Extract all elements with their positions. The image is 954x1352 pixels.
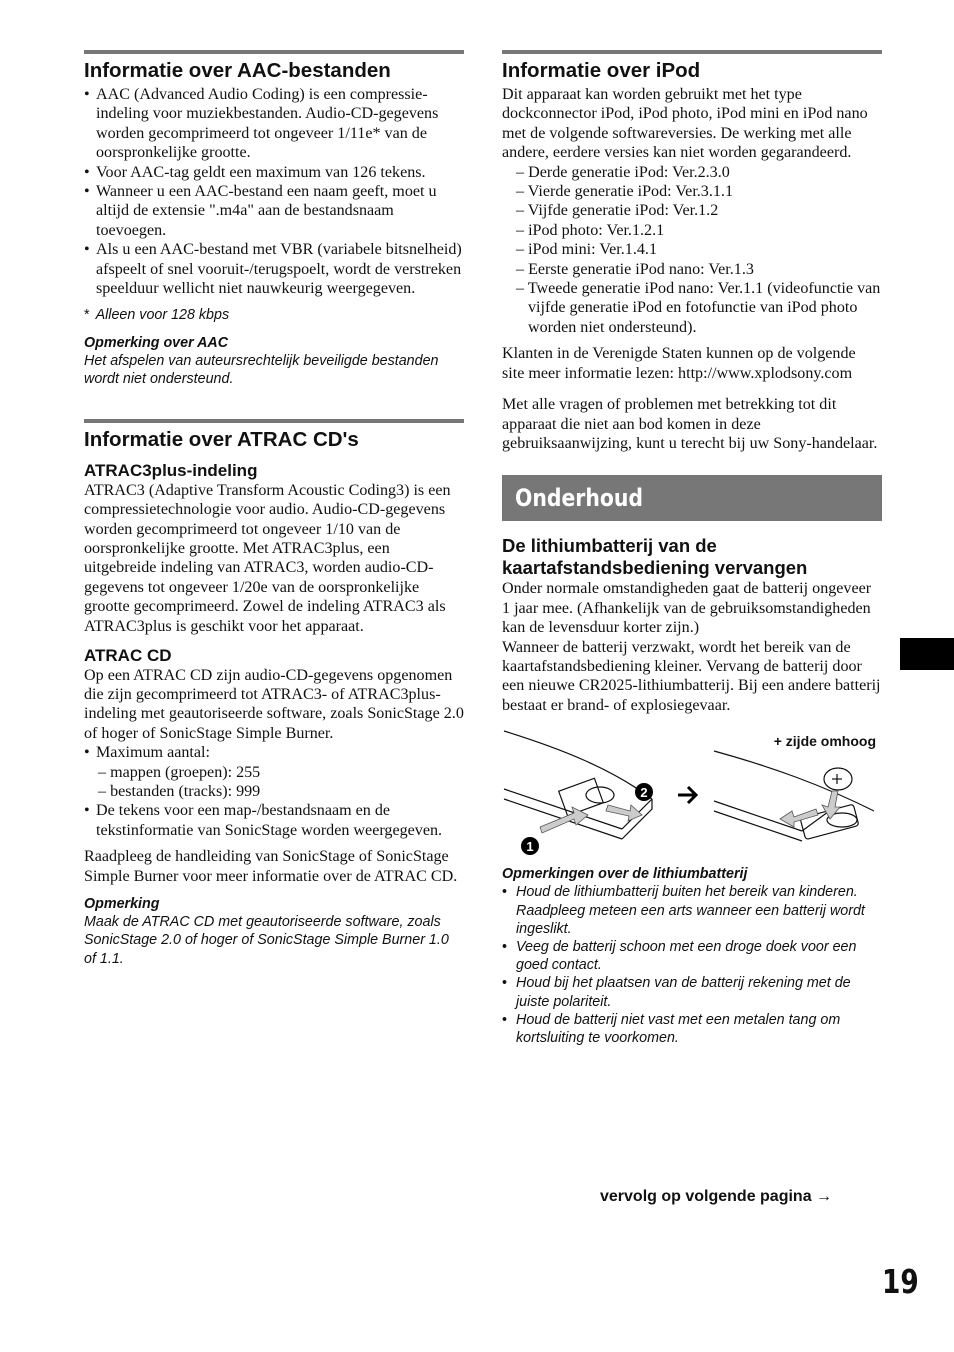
step-1-label: 1 [526,839,534,855]
list-item: – Vierde generatie iPod: Ver.3.1.1 [516,183,733,201]
aac-note-text: Het afspelen van auteursrechtelijk beveiligde bestanden wordt niet ondersteund. [84,352,439,388]
section-rule [84,50,464,54]
list-item: • Maximum aantal: – mappen (groepen): 255 – bestanden (tracks): 999 [84,743,464,801]
aac-list [84,85,464,298]
atrac-list [84,743,464,840]
list-item: – mappen (groepen): 255 [98,763,261,781]
list-item: • Houd de batterij niet vast met een metalen tang om kortsluiting te voorkomen. [502,1011,882,1047]
atrac-note-title: Opmerking [84,896,160,912]
remove-arrow [606,805,642,821]
battery-notes-title: Opmerkingen over de lithiumbatterij [502,866,748,883]
list-item: • Veeg de batterij schoon met een droge doek voor een goed contact. [502,938,882,974]
side-tab-marker [900,638,954,670]
list-item: • Wanneer u een AAC-bestand een naam geeft, moet u altijd de extensie ".m4a" aan de bestandsnaam toevoegen. [84,182,464,240]
next-arrow-icon [678,787,696,803]
section-rule [84,419,464,423]
list-item: – Eerste generatie iPod nano: Ver.1.3 [516,260,754,278]
banner-title: Onderhoud [515,484,644,513]
aac-note-title: Opmerking over AAC [84,334,229,351]
list-item: – Tweede generatie iPod nano: Ver.1.1 (videofunctie van vijfde generatie iPod en fotofunctie van iPod photo worden niet ondersteund). [516,280,881,336]
list-item: • AAC (Advanced Audio Coding) is een compressie-indeling voor muziekbestanden. Audio-CD-gegevens worden gecomprimeerd tot ongeveer 1/11e* van de oorspronkelijke grootte. [84,85,464,163]
ipod-intro: Dit apparaat kan worden gebruikt met het type dockconnector iPod, iPod photo, iPod mini en iPod nano met de volgende softwareversies. De werking met alle andere, eerdere versies kan niet worden gegarandeerd. [502,86,868,162]
aac-heading: Informatie over AAC-bestanden [84,59,391,82]
battery-notes-list [502,883,882,1047]
plus-side-up-label: + zijde omhoog [773,733,876,750]
atrac-heading: Informatie over ATRAC CD's [84,428,359,452]
aac-footnote: * Alleen voor 128 kbps [84,307,230,324]
list-item: – iPod photo: Ver.1.2.1 [516,221,665,239]
step-2-label: 2 [640,785,648,801]
page-number: 19 [882,1262,919,1301]
atrac-note-text: Maak de ATRAC CD met geautoriseerde software, zoals SonicStage 2.0 of hoger of SonicStage Simple Burner 1.0 of 1.1. [84,914,449,967]
insert-arrow [780,809,818,827]
onderhoud-banner [502,475,882,521]
right-column [502,50,882,1047]
list-item: • Voor AAC-tag geldt een maximum van 126 tekens. [84,163,464,182]
battery-illustration [502,729,882,859]
atrac-refer-text: Raadpleeg de handleiding van SonicStage of SonicStage Simple Burner voor meer informatie over de ATRAC CD. [84,848,458,885]
list-item: • Houd de lithiumbatterij buiten het bereik van kinderen. Raadpleeg meteen een arts wanneer een batterij wordt ingeslikt. [502,883,882,938]
ipod-questions-text: Met alle vragen of problemen met betrekking tot dit apparaat die niet aan bod komen in deze gebruiksaanwijzing, kunt u terecht bij uw Sony-handelaar. [502,396,878,452]
atrac-cd-text: Op een ATRAC CD zijn audio-CD-gegevens opgenomen die zijn gecomprimeerd tot ATRAC3- of ATRAC3plus-indeling met geautoriseerde software, zoals SonicStage 2.0 of hoger of SonicStage Simple Burner. [84,666,464,742]
continue-label: vervolg op volgende pagina → [600,1188,833,1205]
atrac3plus-text: ATRAC3 (Adaptive Transform Acoustic Coding3) is een compressietechnologie voor audio. Audio-CD-gegevens worden gecomprimeerd tot ongeveer 1/10 van de oorspronkelijke grootte. Met ATRAC3plus, een uitgebreide indeling van ATRAC3, worden audio-CD-gegevens tot ongeveer 1/20e van de oorspronkelijke grootte gecomprimeerd. Zowel de indeling ATRAC3 als ATRAC3plus is geschikt voor het apparaat. [84,481,451,635]
max-list [84,763,464,802]
battery-text-2: Wanneer de batterij verzwakt, wordt het bereik van de kaartafstandsbediening kleiner. Vervang de batterij door een nieuwe CR2025-lithiumbatterij. Bij een andere batterij bestaat er brand- of explosiegevaar. [502,638,881,714]
ipod-us-text: Klanten in de Verenigde Staten kunnen op de volgende site meer informatie lezen: http://www.xplodsony.com [502,345,856,382]
list-item: • Als u een AAC-bestand met VBR (variabele bitsnelheid) afspeelt of snel vooruit-/terugspoelt, wordt de verstreken speelduur wellicht niet nauwkeurig weergegeven. [84,240,464,298]
list-item: – iPod mini: Ver.1.4.1 [516,241,657,259]
ipod-versions [502,163,882,338]
battery-heading: De lithiumbatterij van de kaartafstandsbediening vervangen [502,535,808,579]
battery-text-1: Onder normale omstandigheden gaat de batterij ongeveer 1 jaar mee. (Afhankelijk van de gebruiksomstandigheden kan de levensduur korter zijn.) [502,580,872,637]
left-column [84,50,464,968]
list-item: • De tekens voor een map-/bestandsnaam en de tekstinformatie van SonicStage worden weergegeven. [84,801,464,840]
section-rule [502,50,882,54]
list-item: – bestanden (tracks): 999 [98,782,261,800]
list-item: – Vijfde generatie iPod: Ver.1.2 [516,202,719,220]
atrac-cd-heading: ATRAC CD [84,646,172,666]
ipod-heading: Informatie over iPod [502,59,701,82]
atrac3plus-heading: ATRAC3plus-indeling [84,461,258,481]
list-item: – Derde generatie iPod: Ver.2.3.0 [516,163,730,181]
list-item: • Houd bij het plaatsen van de batterij rekening met de juiste polariteit. [502,974,882,1010]
